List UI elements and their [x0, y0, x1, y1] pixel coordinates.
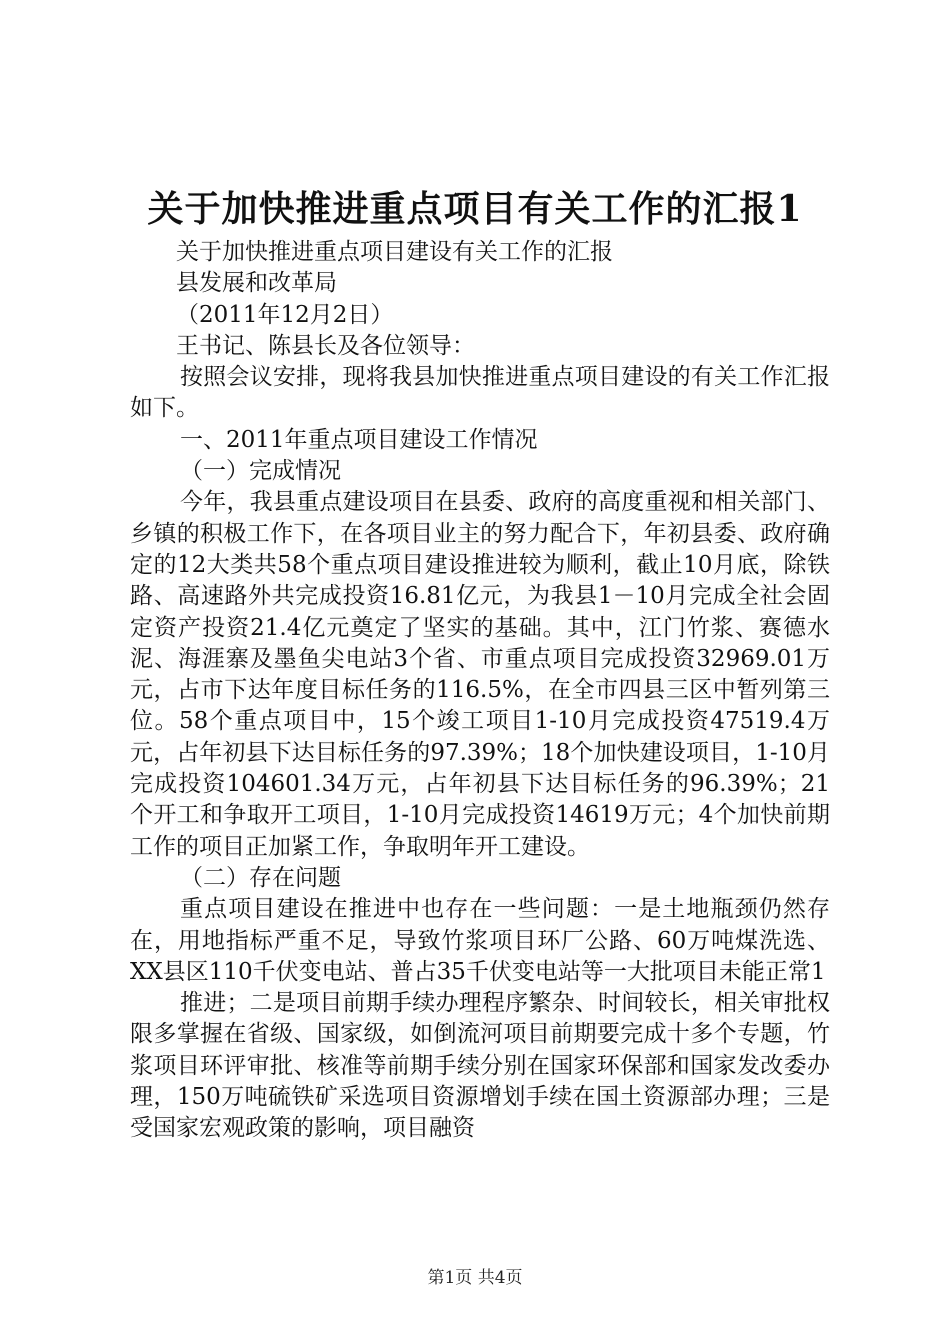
problems-paragraph-continued: 推进；二是项目前期手续办理程序繁杂、时间较长，相关审批权限多掌握在省级、国家级，如倒流河项目前期要完成十多个专题，竹浆项目环评审批、核准等前期手续分别在国家环保部和国家发改委办理，150万吨硫铁矿采选项目资源增划手续在国土资源部办理；三是受国家宏观政策的影响，项目融资: [130, 990, 830, 1142]
completion-paragraph: 今年，我县重点建设项目在县委、政府的高度重视和相关部门、乡镇的积极工作下，在各项目业主的努力配合下，年初县委、政府确定的12大类共58个重点项目建设推进较为顺利，截止10月底，除铁路、高速路外共完成投资16.81亿元，为我县1－10月完成全社会固定资产投资21.4亿元奠定了坚实的基础。其中，江门竹浆、赛德水泥、海涯寨及墨鱼尖电站3个省、市重点项目完成投资32969.01万元，占市下达年度目标任务的116.5%，在全市四县三区中暂列第三位。58个重点项目中，15个竣工项目1-10月完成投资47519.4万元，占年初县下达目标任务的97.39%；18个加快建设项目，1-10月完成投资104601.34万元，占年初县下达目标任务的96.39%；21个开工和争取开工项目，1-10月完成投资14619万元；4个加快前期工作的项目正加紧工作，争取明年开工建设。: [130, 489, 830, 860]
section-heading-1: 一、2011年重点项目建设工作情况: [180, 426, 538, 453]
document-title: 关于加快推进重点项目有关工作的汇报1: [147, 188, 803, 230]
intro-paragraph: 按照会议安排，现将我县加快推进重点项目建设的有关工作汇报如下。: [130, 364, 830, 422]
salutation: 王书记、陈县长及各位领导：: [176, 332, 475, 359]
subsection-heading-completion: （一）完成情况: [180, 458, 341, 485]
document-body: [130, 237, 830, 1145]
report-author: 县发展和改革局: [176, 270, 337, 297]
subsection-heading-problems: （二）存在问题: [180, 864, 341, 891]
page-footer: 第1页 共4页: [427, 1268, 523, 1288]
report-date: （2011年12月2日）: [176, 301, 394, 328]
report-subtitle: 关于加快推进重点项目建设有关工作的汇报: [176, 239, 613, 265]
problems-paragraph: 重点项目建设在推进中也存在一些问题：一是土地瓶颈仍然存在，用地指标严重不足，导致竹浆项目环厂公路、60万吨煤洗选、XX县区110千伏变电站、普占35千伏变电站等一大批项目未能正常1: [130, 896, 830, 985]
